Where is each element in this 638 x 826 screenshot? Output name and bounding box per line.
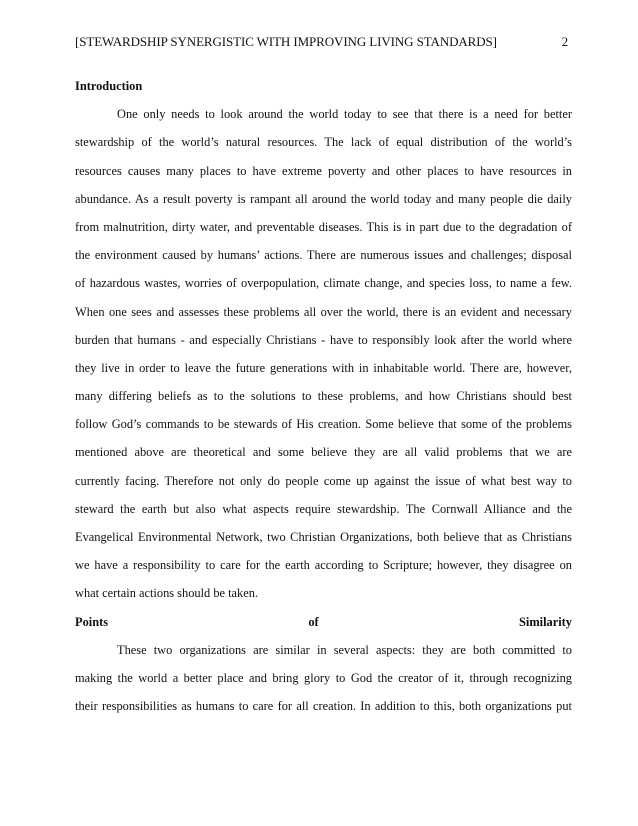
paragraph-line: mentioned above are theoretical and some believe they are all valid problems that we are	[75, 445, 572, 460]
paragraph-line: we have a responsibility to care for the earth according to Scripture; however, they disagree on	[75, 558, 572, 573]
section-heading-introduction: Introduction	[75, 79, 143, 93]
paragraph-line: abundance. As a result poverty is rampant all around the world today and many people die daily	[75, 191, 572, 206]
paragraph-line: These two organizations are similar in several aspects: they are both committed to	[117, 642, 572, 657]
paragraph-line: One only needs to look around the world today to see that there is a need for better	[117, 107, 572, 122]
paragraph-line: their responsibilities as humans to care for all creation. In addition to this, both organizations put	[75, 699, 572, 714]
paragraph-line: resources causes many places to have extreme poverty and other places to have resources in	[75, 163, 572, 178]
paragraph-line: stewardship of the world’s natural resources. The lack of equal distribution of the world’s	[75, 135, 572, 150]
paragraph-line: currently facing. Therefore not only do people come up against the issue of what best way to	[75, 473, 572, 488]
paragraph-line: Evangelical Environmental Network, two Christian Organizations, both believe that as Christians	[75, 530, 572, 544]
paragraph-line: follow God’s commands to be stewards of His creation. Some believe that some of the problems	[75, 417, 572, 432]
paragraph-line: from malnutrition, dirty water, and preventable diseases. This is in part due to the degradation of	[75, 219, 572, 234]
paragraph-line: the environment caused by humans’ actions. There are numerous issues and challenges; disposal	[75, 248, 572, 263]
paragraph-line: many differing beliefs as to the solutions to these problems, and how Christians should best	[75, 389, 572, 404]
running-head: [STEWARDSHIP SYNERGISTIC WITH IMPROVING LIVING STANDARDS]	[75, 34, 497, 49]
paragraph-line: When one sees and assesses these problems all over the world, there is an evident and necessary	[75, 304, 572, 319]
paragraph-line: burden that humans - and especially Christians - have to responsibly look after the world where	[75, 332, 572, 347]
page-header	[75, 34, 568, 50]
paragraph-line: making the world a better place and bring glory to God the creator of it, through recognizing	[75, 670, 572, 685]
section-heading-points-of-similarity: Points of Similarity	[75, 614, 572, 629]
page-number: 2	[561, 34, 568, 49]
paragraph-line: of hazardous wastes, worries of overpopulation, climate change, and species loss, to name a few.	[75, 276, 572, 291]
paragraph-line: they live in order to leave the future generations with in inhabitable world. There are, however,	[75, 360, 572, 375]
paragraph-line: what certain actions should be taken.	[75, 586, 259, 601]
paragraph-line: steward the earth but also what aspects require stewardship. The Cornwall Alliance and the	[75, 501, 572, 516]
body-text	[75, 72, 572, 720]
